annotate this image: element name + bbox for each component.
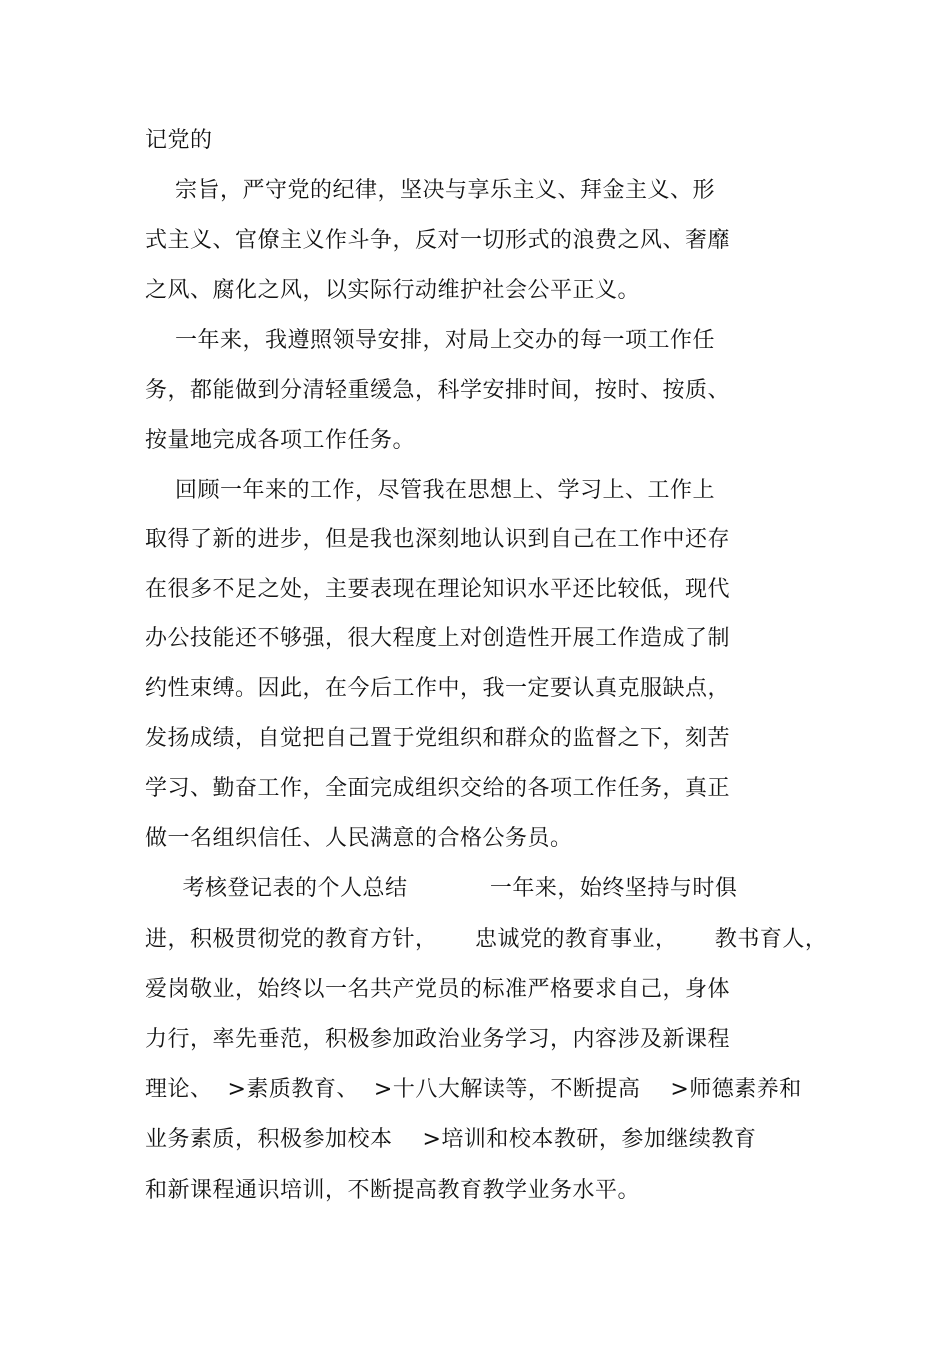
text-line: 发扬成绩，自觉把自己置于党组织和群众的监督之下，刻苦: [145, 726, 731, 751]
text-line: 考核登记表的个人总结 一年来，始终坚持与时俱: [145, 876, 738, 901]
text-line: 力行，率先垂范，积极参加政治业务学习，内容涉及新课程: [145, 1027, 731, 1052]
text-line: 一年来，我遵照领导安排，对局上交办的每一项工作任: [145, 328, 715, 353]
text-line: 和新课程通识培训，不断提高教育教学业务水平。: [145, 1178, 641, 1203]
text-line: 学习、勤奋工作，全面完成组织交给的各项工作任务，真正: [145, 776, 731, 801]
text-line: 式主义、官僚主义作斗争，反对一切形式的浪费之风、奢靡: [145, 228, 731, 253]
text-line: 理论、 >素质教育、 >十八大解读等，不断提高 >师德素养和: [145, 1077, 802, 1102]
text-line: 进，积极贯彻党的教育方针， 忠诚党的教育事业， 教书育人，: [145, 927, 828, 952]
text-line: 爱岗敬业，始终以一名共产党员的标准严格要求自己，身体: [145, 977, 731, 1002]
text-line: 按量地完成各项工作任务。: [145, 428, 416, 453]
text-line: 取得了新的进步，但是我也深刻地认识到自己在工作中还存: [145, 527, 731, 552]
text-line: 办公技能还不够强，很大程度上对创造性开展工作造成了制: [145, 626, 731, 651]
text-line: 做一名组织信任、人民满意的合格公务员。: [145, 826, 573, 851]
text-line: 之风、腐化之风，以实际行动维护社会公平正义。: [145, 278, 641, 303]
text-line: 约性束缚。因此，在今后工作中，我一定要认真克服缺点，: [145, 676, 731, 701]
text-line: 务，都能做到分清轻重缓急，科学安排时间，按时、按质、: [145, 378, 731, 403]
text-line: 在很多不足之处，主要表现在理论知识水平还比较低，现代: [145, 577, 731, 602]
text-line: 宗旨，严守党的纪律，坚决与享乐主义、拜金主义、形: [145, 178, 715, 203]
text-line: 业务素质，积极参加校本 >培训和校本教研，参加继续教育: [145, 1127, 757, 1152]
text-line: 记党的: [145, 128, 213, 153]
text-line: 回顾一年来的工作，尽管我在思想上、学习上、工作上: [145, 478, 715, 503]
